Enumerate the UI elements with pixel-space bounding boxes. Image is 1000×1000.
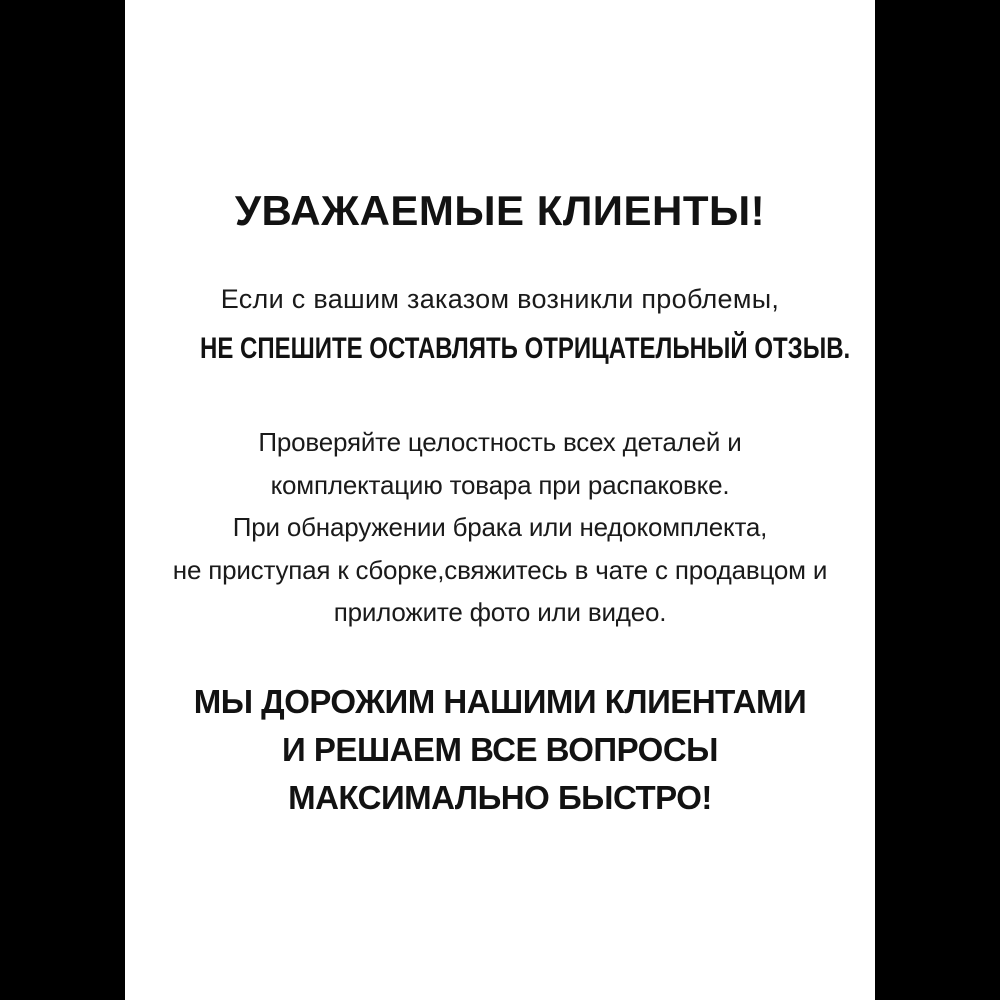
closing-line-3: МАКСИМАЛЬНО БЫСТРО!: [288, 779, 712, 816]
instruction-line-1: Проверяйте целостность всех деталей и: [258, 427, 742, 457]
instruction-line-3: При обнаружении брака или недокомплекта,: [232, 512, 768, 542]
instructions-paragraph: [125, 421, 875, 634]
closing-line-2: И РЕШАЕМ ВСЕ ВОПРОСЫ: [282, 731, 718, 768]
instruction-line-2: комплектацию товара при распаковке.: [270, 469, 730, 500]
instruction-line-4: не приступая к сборке,свяжитесь в чате с продавцом и: [172, 554, 828, 585]
closing-statement: [125, 678, 875, 822]
instruction-line-5: приложите фото или видео.: [333, 597, 667, 627]
warning-line: НЕ СПЕШИТЕ ОСТАВЛЯТЬ ОТРИЦАТЕЛЬНЫЙ ОТЗЫВ.: [200, 332, 851, 365]
intro-line: Если с вашим заказом возникли проблемы,: [220, 284, 780, 314]
closing-line-1: МЫ ДОРОЖИМ НАШИМИ КЛИЕНТАМИ: [193, 683, 807, 720]
notice-card: [125, 0, 875, 1000]
notice-title: УВАЖАЕМЫЕ КЛИЕНТЫ!: [234, 187, 766, 234]
